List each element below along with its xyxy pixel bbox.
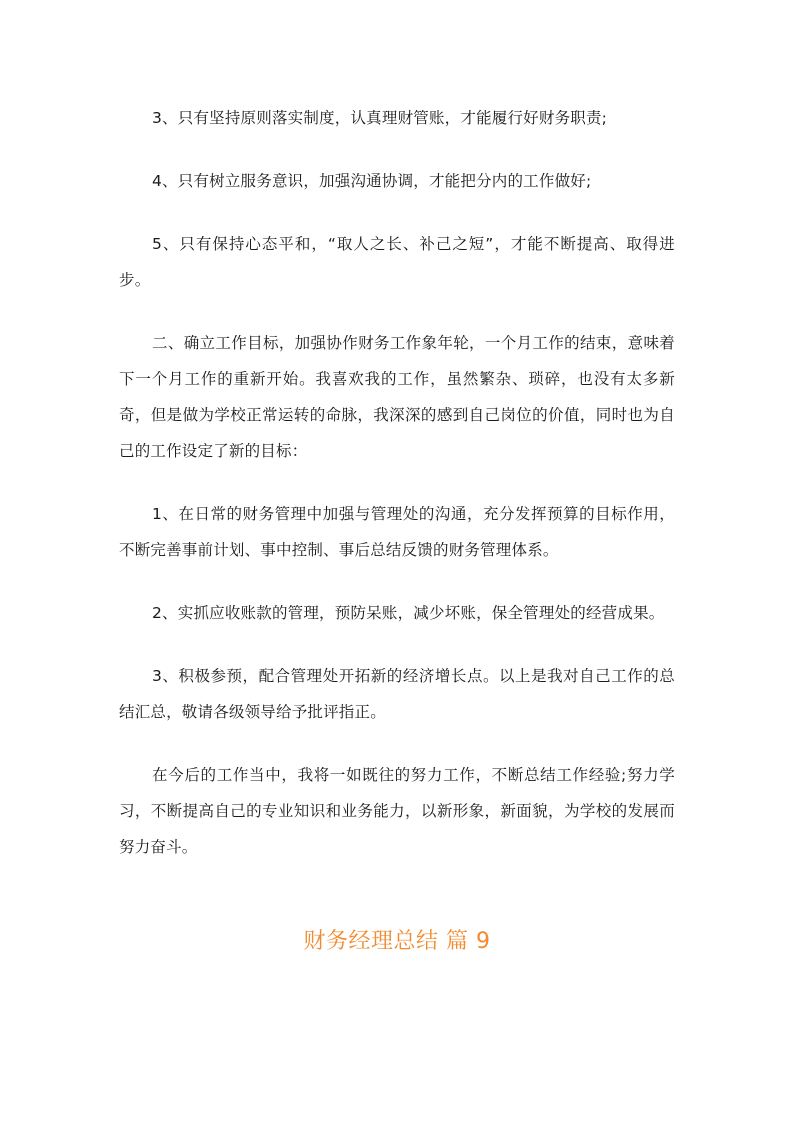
section-heading: 财务经理总结 篇 9 — [303, 929, 491, 954]
document-body — [119, 100, 675, 892]
paragraph-8: 在今后的工作当中，我将一如既往的努力工作，不断总结工作经验;努力学习，不断提高自己的专业知识和业务能力，以新形象，新面貌，为学校的发展而努力奋斗。 — [119, 766, 675, 856]
paragraph-7: 3、积极参预，配合管理处开拓新的经济增长点。以上是我对自己工作的总结汇总，敬请各级领导给予批评指正。 — [119, 667, 675, 721]
paragraph-4: 二、确立工作目标，加强协作财务工作象年轮，一个月工作的结束，意味着下一个月工作的重新开始。我喜欢我的工作，虽然繁杂、琐碎，也没有太多新奇，但是做为学校正常运转的命脉，我深深的感到自己岗位的价值，同时也为自己的工作设定了新的目标： — [119, 334, 675, 460]
paragraph-6: 2、实抓应收账款的管理，预防呆账，减少坏账，保全管理处的经营成果。 — [152, 604, 665, 622]
paragraph-1: 3、只有坚持原则落实制度，认真理财管账，才能履行好财务职责; — [152, 109, 608, 127]
paragraph-5: 1、在日常的财务管理中加强与管理处的沟通，充分发挥预算的目标作用，不断完善事前计划、事中控制、事后总结反馈的财务管理体系。 — [119, 505, 675, 559]
paragraph-2: 4、只有树立服务意识，加强沟通协调，才能把分内的工作做好; — [152, 172, 592, 190]
paragraph-3: 5、只有保持心态平和，“取人之长、补己之短”，才能不断提高、取得进步。 — [119, 235, 675, 289]
